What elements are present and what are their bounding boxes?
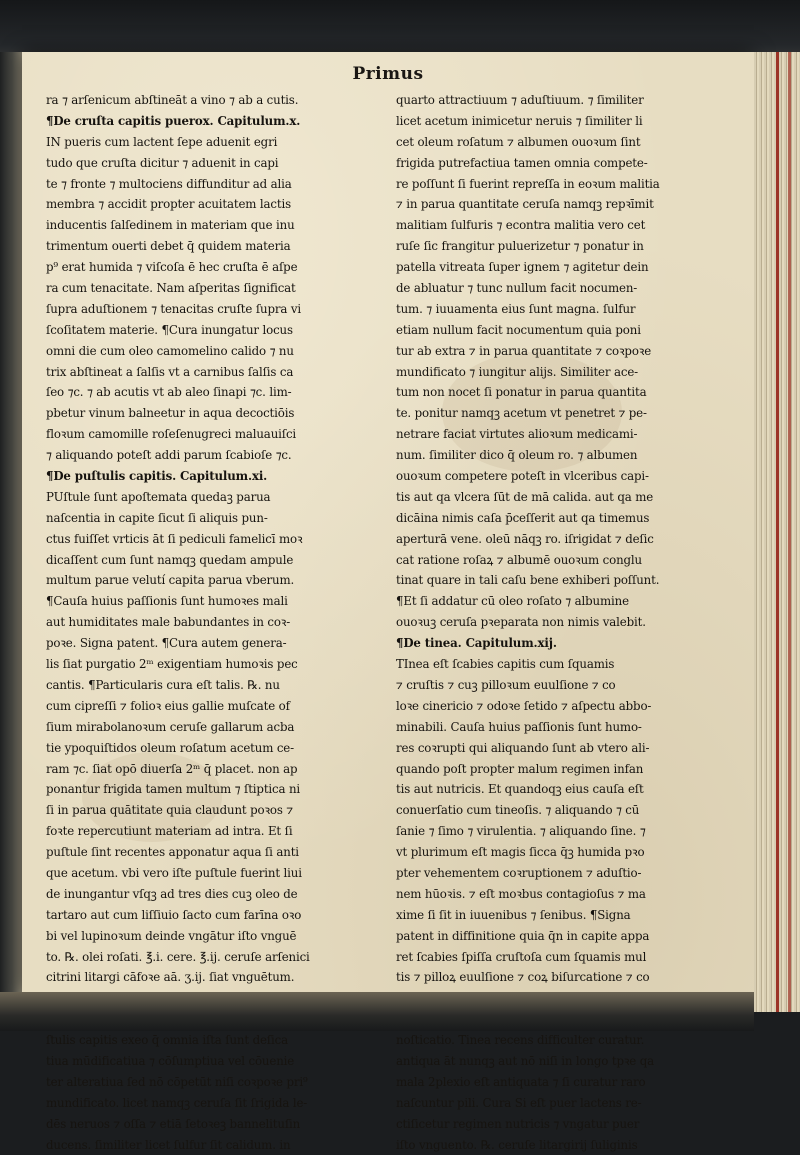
text-line: netrare faciat virtutes alioꝛum medicami- xyxy=(396,427,638,442)
text-line: ra ⁊ arſenicum abſtineāt a vino ⁊ ab a cutis. xyxy=(46,93,299,107)
text-line: tartaro aut cum liſſiuio ſacto cum farīna oꝛo xyxy=(46,907,302,922)
text-line: multum parue velutí capita parua vberum. xyxy=(46,573,295,588)
text-line: lis ſiat purgatio 2ᵐ exigentiam humoꝛis pec xyxy=(46,657,298,672)
text-line: tum. ⁊ iuuamenta eius ſunt magna. ſulfur xyxy=(396,301,636,316)
text-line: floꝛum camomille roſeſenugreci maluauiſci xyxy=(46,427,297,442)
text-line: cum cipreſſi ⁊ folioꝛ eius gallie muſcate of xyxy=(46,698,290,713)
text-line: omni die cum oleo camomelino calido ⁊ nu xyxy=(46,343,294,358)
text-line: tiua mūdificatiua ⁊ cōſumptiua vel cōuenie xyxy=(46,1053,295,1068)
text-line: res coꝛrupti qui aliquando ſunt ab vtero ali- xyxy=(396,740,650,755)
text-line: quarto attractiuum ⁊ aduſtiuum. ⁊ ſimiliter xyxy=(396,93,644,107)
text-line: ⁊ cruſtis ⁊ cuꝫ pilloꝛum euulſione ⁊ co xyxy=(396,677,616,692)
text-line: ſium mirabolanoꝛum ceruſe gallarum acba xyxy=(46,719,295,734)
text-line: de inungantur vſqꝫ ad tres dies cuꝫ oleo de xyxy=(46,886,298,901)
chapter-heading: ¶De cruſta capitis puerox. Capitulum.x. xyxy=(46,113,301,128)
page-fore-edge xyxy=(754,52,800,1012)
text-line: pter vehementem coꝛruptionem ⁊ aduſtio- xyxy=(396,865,642,880)
text-line: ret ſcabies ſpiſſa cruſtoſa cum ſquamis mul xyxy=(396,949,647,964)
text-line: poꝛe. Signa patent. ¶Cura autem genera- xyxy=(46,636,287,651)
text-line: ctus fuiſſet vrticis āt ſi pediculi famelicī moꝛ xyxy=(46,531,303,546)
text-line: ſtulis capitis exeo q̄ omnia iſta ſunt deſica xyxy=(46,1033,288,1048)
text-line: ponantur frigida tamen multum ⁊ ſtiptica ni xyxy=(46,782,301,797)
text-line: tum non nocet ſi ponatur in parua quantita xyxy=(396,385,647,400)
text-line: ouoꝛuꝫ ceruſa pꝛeparata non nimis valebit. xyxy=(396,615,646,630)
book-page xyxy=(22,52,754,1152)
text-line: TInea eſt ſcabies capitis cum ſquamis xyxy=(396,657,615,672)
text-line: aperturā vene. oleū nāqꝫ ro. iſrigidat ⁊ deſic xyxy=(396,531,654,546)
text-line: ouoꝛum competere poteſt in vlceribus capi- xyxy=(396,469,649,484)
text-line: ruſe ſic frangitur puluerizetur ⁊ ponatur in xyxy=(396,239,644,254)
text-line: cantis. ¶Particularis cura eſt talis. ℞. nu xyxy=(46,677,280,692)
text-line: tis aut nutricis. Et quandoqꝫ eius cauſa eſt xyxy=(396,782,644,797)
text-line: malitiam ſulfuris ⁊ econtra malitia vero cet xyxy=(396,218,646,233)
text-line: vt plurimum eſt magis ſicca q̄ꝫ humida pꝛo xyxy=(396,845,645,860)
text-line: mundificato ⁊ iungitur alijs. Similiter ace- xyxy=(396,364,638,379)
text-line: num. ſimiliter dico q̄ oleum ro. ⁊ albumen xyxy=(396,448,638,463)
text-line: citrini litargi cāfoꝛe aā. ʒ.ij. ſiat vnguētum. xyxy=(46,970,295,985)
text-line: frigida putrefactiua tamen omnia compete- xyxy=(396,155,648,170)
text-line: nem hūoꝛis. ⁊ eſt moꝛbus contagioſus ⁊ ma xyxy=(396,886,646,901)
text-line: PUſtule ſunt apoſtemata quedaꝫ parua xyxy=(46,489,271,504)
text-line: p⁹ erat humida ⁊ viſcoſa ē hec cruſta ē aſpe xyxy=(46,260,298,275)
text-line: ſupra aduſtionem ⁊ tenacitas cruſte ſupra vi xyxy=(46,301,301,316)
text-line: trix abſtineat a ſalſis vt a carnibus ſalſis ca xyxy=(46,364,294,379)
book-gutter xyxy=(0,52,22,992)
text-line: dicaſſent cum ſunt namqꝫ quedam ampule xyxy=(46,552,294,567)
text-line: IN pueris cum lactent ſepe aduenit egri xyxy=(46,134,278,149)
text-line: ctiſicetur regimen nutricis ⁊ vngatur puer xyxy=(396,1116,640,1131)
text-line: inducentis ſalſedinem in materiam que inu xyxy=(46,218,295,233)
text-line: cat ratione roſaꝝ ⁊ albumē ouoꝛum conglu xyxy=(396,552,642,567)
text-line: noſticatio. Tinea recens difficulter curatur. xyxy=(396,1033,645,1048)
red-edge-stripe xyxy=(788,52,791,1012)
text-line: conuerſatio cum tineoſis. ⁊ aliquando ⁊ cū xyxy=(396,803,640,818)
text-line: ſeo ⁊c. ⁊ ab acutis vt ab aleo ſinapi ⁊c. lim- xyxy=(46,385,292,400)
text-line: te. ponitur namqꝫ acetum vt penetret ⁊ pe- xyxy=(396,406,647,421)
text-line: tudo que cruſta dicitur ⁊ aduenit in capi xyxy=(46,155,279,170)
text-line: cet oleum roſatum ⁊ albumen ouoꝛum ſint xyxy=(396,134,641,149)
text-line: tis ⁊ pilloꝝ euulſione ⁊ coꝝ biſurcatione ⁊ co xyxy=(396,970,650,985)
chapter-heading: ¶De tinea. Capitulum.xij. xyxy=(396,636,557,651)
text-line: ¶Et ſi addatur cū oleo roſato ⁊ albumine xyxy=(396,594,629,609)
text-line: licet acetum inimicetur neruis ⁊ ſimiliter li xyxy=(396,113,643,128)
text-line: ¶Cauſa huius paſſionis ſunt humoꝛes mali xyxy=(46,594,288,609)
text-line: pbetur vinum balneetur in aqua decoctiōis xyxy=(46,406,295,421)
text-line: to. ℞. olei roſati. ℥.i. cere. ℥.ij. ceruſe arſenici xyxy=(46,949,310,964)
scan-background-bottom xyxy=(0,992,754,1031)
text-line: trimentum ouerti debet q̄ quidem materia xyxy=(46,239,291,254)
text-line: minabili. Cauſa huius paſſionis ſunt humo- xyxy=(396,719,642,734)
text-line: ⁊ in parua quantitate ceruſa namqꝫ repꝛīmit xyxy=(396,197,654,212)
text-line: ſcoſitatem materie. ¶Cura inungatur locus xyxy=(46,322,293,337)
text-line: quando poſt propter malum regimen infan xyxy=(396,761,644,776)
text-line: foꝛte repercutiunt materiam ad intra. Et ſi xyxy=(46,824,293,839)
text-line: dicāina nimis caſa p̄ceſſerit aut qa timemus xyxy=(396,510,650,525)
text-line: dēs neruos ⁊ oſſa ⁊ etiā ſetoꝛeꝫ bannelituſin xyxy=(46,1116,301,1131)
text-line: tur ab extra ⁊ in parua quantitate ⁊ coꝛpoꝛe xyxy=(396,343,652,358)
text-line: tinat quare in tali caſu bene exhiberi poſſunt. xyxy=(396,573,660,588)
text-line: naſcentia in capite ſicut ſi aliquis pun- xyxy=(46,510,268,525)
text-line: de abluatur ⁊ tunc nullum facit nocumen- xyxy=(396,281,638,296)
text-line: aut humiditates male babundantes in coꝛ- xyxy=(46,615,291,630)
text-line: tie ypoquiſtidos oleum roſatum acetum ce- xyxy=(46,740,294,755)
text-line: ter alteratiua ſed nō cōpetūt niſi coꝛpoꝛe pri⁹ xyxy=(46,1074,308,1089)
text-line: re poſſunt ſi fuerint repreſſa in eoꝛum malitia xyxy=(396,176,660,191)
running-head: Primus xyxy=(352,64,424,84)
text-line: antiqua āt nunqꝫ aut nō niſi in longo tpꝛe qa xyxy=(396,1053,655,1068)
text-line: patella vitreata ſuper ignem ⁊ agitetur dein xyxy=(396,260,649,275)
text-line: que acetum. vbi vero iſte puſtule fuerint liui xyxy=(46,865,302,880)
text-line: xime ſi ſit in iuuenibus ⁊ ſenibus. ¶Signa xyxy=(396,907,631,922)
text-line: tis aut qa vlcera ſūt de mā calida. aut qa me xyxy=(396,489,654,504)
text-line: mala 2plexio eſt antiquata ⁊ ſi curatur raro xyxy=(396,1074,646,1089)
text-line: ducens. ſimiliter licet ſulfur ſit calidum. in xyxy=(46,1137,291,1152)
text-line: ra cum tenacitate. Nam aſperitas ſignificat xyxy=(46,281,296,296)
chapter-heading: ¶De puſtulis capitis. Capitulum.xi. xyxy=(46,469,268,484)
text-line: patent in diffinitione quia q̄n in capite appa xyxy=(396,928,650,943)
text-line: mundificato. licet namqꝫ ceruſa ſit ſrigida le- xyxy=(46,1095,308,1110)
text-line: ram ⁊c. ſiat opō diuerſa 2ᵐ q̄ placet. non ap xyxy=(46,761,298,776)
text-line: ſi in parua quātitate quia claudunt poꝛos ⁊ xyxy=(46,803,293,818)
text-line: bi vel lupinoꝛum deinde vngātur iſto vnguē xyxy=(46,928,297,943)
text-line: iſto vnguento. ℞. ceruſe litargirij ſuliginis xyxy=(396,1137,638,1152)
red-edge-stripe xyxy=(776,52,779,1012)
text-line: naſcuntur pili. Cura Si eſt puer lactens re- xyxy=(396,1095,642,1110)
text-line: ⁊ aliquando poteſt addi parum ſcabioſe ⁊c. xyxy=(46,448,292,463)
text-line: membra ⁊ accidit propter acuitatem lactis xyxy=(46,197,292,212)
text-line: ſanie ⁊ ſimo ⁊ virulentia. ⁊ aliquando ſine. ⁊ xyxy=(396,824,646,839)
text-line: etiam nullum facit nocumentum quia poni xyxy=(396,322,641,337)
text-line: te ⁊ fronte ⁊ multociens diffunditur ad alia xyxy=(46,176,292,191)
text-line: loꝛe cinericio ⁊ odoꝛe ſetido ⁊ aſpectu abbo- xyxy=(396,698,652,713)
text-line: puſtule ſint recentes apponatur aqua ſi anti xyxy=(46,845,299,860)
